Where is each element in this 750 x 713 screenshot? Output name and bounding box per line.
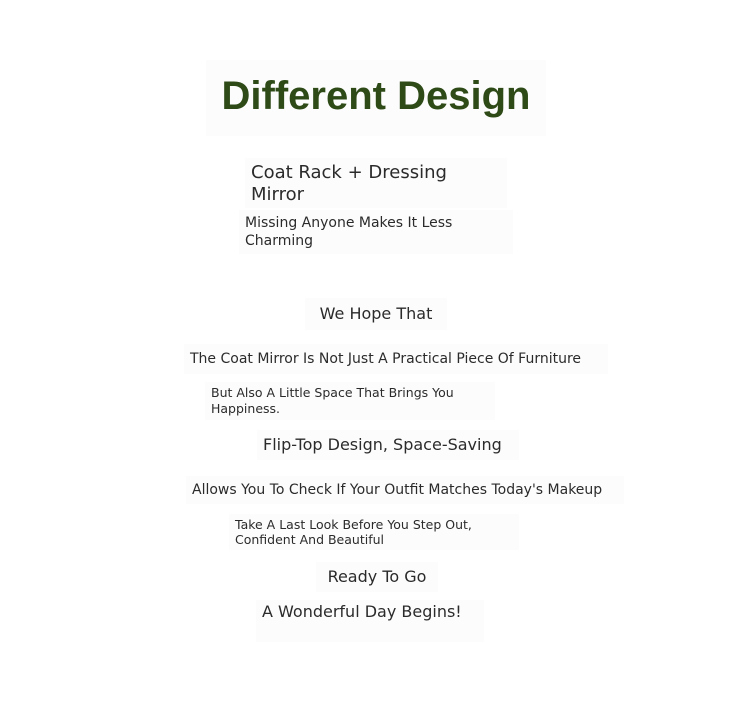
text-block-flip-top — [257, 430, 519, 460]
last-look-text: Take A Last Look Before You Step Out, Confident And Beautiful — [235, 517, 472, 547]
text-block-missing — [239, 210, 513, 254]
text-block-last-look — [229, 514, 519, 550]
ready-text: Ready To Go — [327, 567, 427, 586]
we-hope-text: We Hope That — [319, 304, 433, 323]
outfit-text: Allows You To Check If Your Outfit Matches Today's Makeup — [192, 482, 603, 498]
text-block-coat-mirror — [184, 344, 608, 374]
text-block-coat-rack — [245, 158, 507, 208]
text-block-outfit — [186, 476, 624, 504]
coat-mirror-text: The Coat Mirror Is Not Just A Practical Piece Of Furniture — [190, 351, 582, 367]
text-block-happiness — [205, 382, 495, 420]
coat-rack-text: Coat Rack + Dressing Mirror — [251, 162, 447, 205]
text-block-wonderful-day — [256, 600, 484, 642]
page-title-text: Different Design — [221, 74, 531, 118]
wonderful-day-text: A Wonderful Day Begins! — [262, 602, 462, 621]
happiness-text: But Also A Little Space That Brings You Happiness. — [211, 385, 454, 416]
text-block-we-hope — [305, 298, 447, 330]
page-title — [206, 60, 546, 136]
text-block-ready — [316, 562, 438, 592]
flip-top-text: Flip-Top Design, Space-Saving — [263, 435, 502, 454]
missing-text: Missing Anyone Makes It Less Charming — [245, 215, 453, 249]
